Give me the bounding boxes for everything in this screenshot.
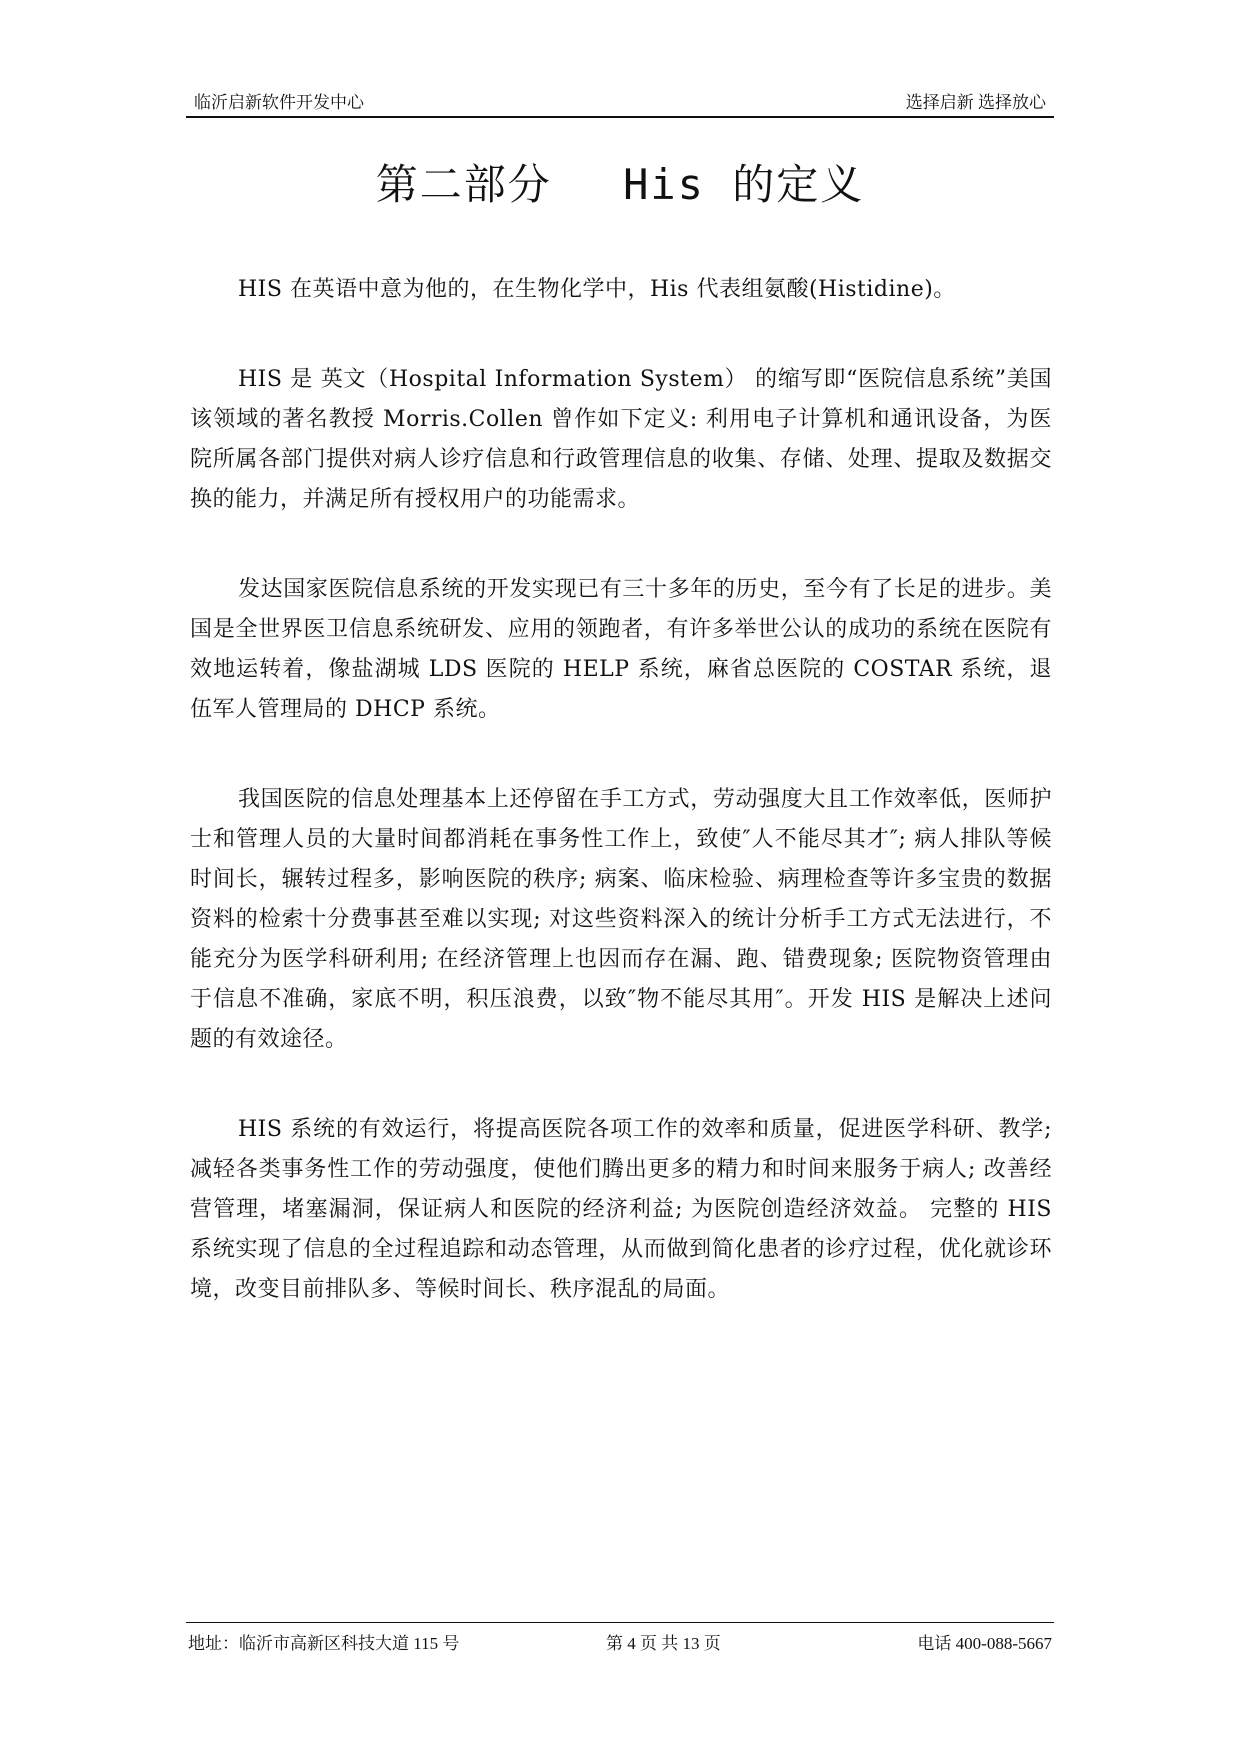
paragraph-china-status: 我国医院的信息处理基本上还停留在手工方式，劳动强度大且工作效率低，医师护士和管理人员的大量时间都消耗在事务性工作上，致使″人不能尽其才″; 病人排队等候时间长，辗转过程多，影响医院的秩序; 病案、临床检验、病理检查等许多宝贵的数据资料的检索十分费事甚至难以实现; 对这些资料深入的统计分析手工方式无法进行，不能充分为医学科研利用; 在经济管理上也因而存在漏、跑、错费现象; 医院物资管理由于信息不准确，家底不明，积压浪费，以致″物不能尽其用″。开发 HIS 是解决上述问题的有效途径。: [190, 787, 1052, 1052]
section-title: 第二部分 His 的定义: [375, 160, 865, 209]
paragraph-developed-countries: 发达国家医院信息系统的开发实现已有三十多年的历史，至今有了长足的进步。美国是全世界医卫信息系统研发、应用的领跑者，有许多举世公认的成功的系统在医院有效地运转着，像盐湖城 LDS 医院的 HELP 系统，麻省总医院的 COSTAR 系统，退伍军人管理局的 DHCP 系统。: [190, 577, 1052, 722]
footer-page-number: 第 4 页 共 13 页: [606, 1634, 721, 1653]
footer-address: 地址：临沂市高新区科技大道 115 号: [188, 1634, 460, 1653]
page-footer: [186, 1622, 1054, 1653]
paragraph-his-definition: HIS 是 英文（Hospital Information System） 的缩写即“医院信息系统”美国该领域的著名教授 Morris.Collen 曾作如下定义: 利用电子计算机和通讯设备，为医院所属各部门提供对病人诊疗信息和行政管理信息的收集、存储、处理、提取及数据交换的能力，并满足所有授权用户的功能需求。: [190, 367, 1052, 512]
header-slogan: 选择启新 选择放心: [905, 93, 1046, 112]
footer-phone: 电话 400-088-5667: [917, 1634, 1052, 1653]
paragraph-his-benefits: HIS 系统的有效运行，将提高医院各项工作的效率和质量，促进医学科研、教学; 减轻各类事务性工作的劳动强度，使他们腾出更多的精力和时间来服务于病人; 改善经营管理，堵塞漏洞，保证病人和医院的经济利益; 为医院创造经济效益。 完整的 HIS 系统实现了信息的全过程追踪和动态管理，从而做到简化患者的诊疗过程，优化就诊环境，改变目前排队多、等候时间长、秩序混乱的局面。: [190, 1117, 1052, 1302]
header-company-name: 临沂启新软件开发中心: [194, 93, 364, 112]
paragraph-his-meaning: HIS 在英语中意为他的，在生物化学中，His 代表组氨酸(Histidine)。: [238, 277, 956, 302]
body-content: [190, 270, 1052, 1362]
page-header: [186, 86, 1054, 118]
